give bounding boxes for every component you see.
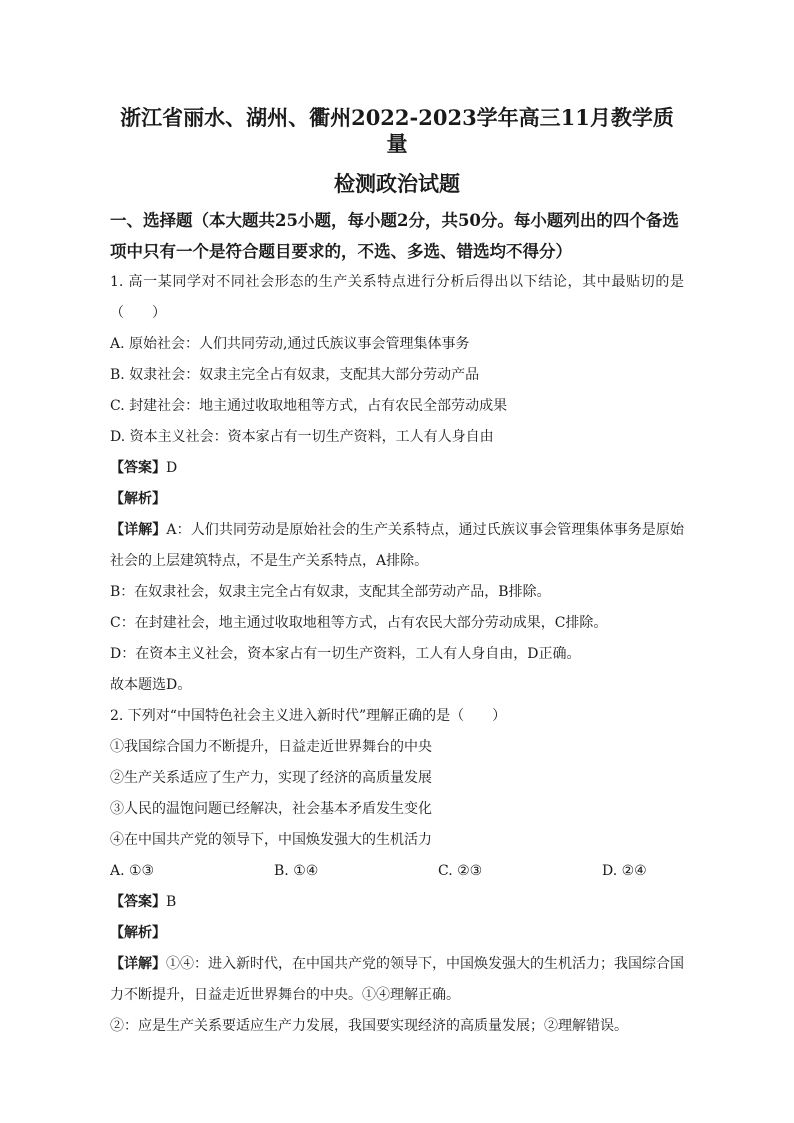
question-1-option-b: B. 奴隶社会：奴隶主完全占有奴隶，支配其大部分劳动产品 bbox=[110, 367, 480, 383]
answer-value: B bbox=[166, 894, 177, 910]
question-1-option-a: A. 原始社会：人们共同劳动,通过氏族议事会管理集体事务 bbox=[110, 336, 470, 352]
question-2-stem: 2. 下列对“中国特色社会主义进入新时代”理解正确的是（ ） bbox=[110, 708, 507, 724]
question-2-item-2: ②生产关系适应了生产力，实现了经济的高质量发展 bbox=[110, 770, 432, 786]
question-2-detail-14 bbox=[110, 949, 684, 1011]
question-2-item-3: ③人民的温饱问题已经解决，社会基本矛盾发生变化 bbox=[110, 801, 432, 817]
question-2-analysis-tag: 【解析】 bbox=[110, 925, 166, 941]
question-1-detail-d: D：在资本主义社会，资本家占有一切生产资料，工人有人身自由，D正确。 bbox=[110, 646, 581, 662]
question-1-detail-c: C：在封建社会，地主通过收取地租等方式，占有农民大部分劳动成果，C排除。 bbox=[110, 615, 608, 631]
detail-text: ①④：进入新时代，在中国共产党的领导下，中国焕发强大的生机活力；我国综合国力不断提升，日益走近世界舞台的中央。①④理解正确。 bbox=[110, 956, 684, 1003]
question-1-conclusion: 故本题选D。 bbox=[110, 677, 192, 693]
question-1-answer bbox=[110, 453, 684, 484]
detail-text: A：人们共同劳动是原始社会的生产关系特点，通过氏族议事会管理集体事务是原始社会的上层建筑特点，不是生产关系特点，A排除。 bbox=[110, 522, 685, 569]
question-2-detail-2: ②：应是生产关系要适应生产力发展，我国要实现经济的高质量发展；②理解错误。 bbox=[110, 1018, 628, 1034]
question-2-answer bbox=[110, 887, 684, 918]
question-2-option-b: B. ①④ bbox=[274, 863, 319, 879]
answer-tag: 【答案】 bbox=[110, 460, 166, 476]
question-2-item-1: ①我国综合国力不断提升，日益走近世界舞台的中央 bbox=[110, 739, 432, 755]
doc-title-line1: 浙江省丽水、湖州、衢州2022-2023学年高三11月教学质量 bbox=[120, 105, 674, 156]
detail-tag: 【详解】 bbox=[110, 956, 166, 972]
question-1-option-d: D. 资本主义社会：资本家占有一切生产资料，工人有人身自由 bbox=[110, 429, 494, 445]
question-1-analysis-tag: 【解析】 bbox=[110, 491, 166, 507]
doc-title-line2: 检测政治试题 bbox=[334, 171, 460, 196]
question-1-option-c: C. 封建社会：地主通过收取地租等方式，占有农民全部劳动成果 bbox=[110, 398, 508, 414]
question-1-detail-a bbox=[110, 515, 684, 577]
question-2-options bbox=[110, 856, 684, 887]
question-2-option-d: D. ②④ bbox=[602, 863, 647, 879]
question-2-item-4: ④在中国共产党的领导下，中国焕发强大的生机活力 bbox=[110, 832, 432, 848]
detail-tag: 【详解】 bbox=[110, 522, 167, 538]
question-1-stem: 1. 高一某同学对不同社会形态的生产关系特点进行分析后得出以下结论，其中最贴切的是（ ） bbox=[110, 274, 684, 321]
section-heading: 一、选择题（本大题共25小题，每小题2分，共50分。每小题列出的四个备选项中只有一个是符合题目要求的，不选、多选、错选均不得分） bbox=[110, 211, 679, 261]
answer-tag: 【答案】 bbox=[110, 894, 166, 910]
question-2-option-c: C. ②③ bbox=[438, 863, 483, 879]
question-1-detail-b: B：在奴隶社会，奴隶主完全占有奴隶，支配其全部劳动产品，B排除。 bbox=[110, 584, 551, 600]
question-2-option-a: A. ①③ bbox=[110, 863, 155, 879]
answer-value: D bbox=[166, 460, 178, 476]
